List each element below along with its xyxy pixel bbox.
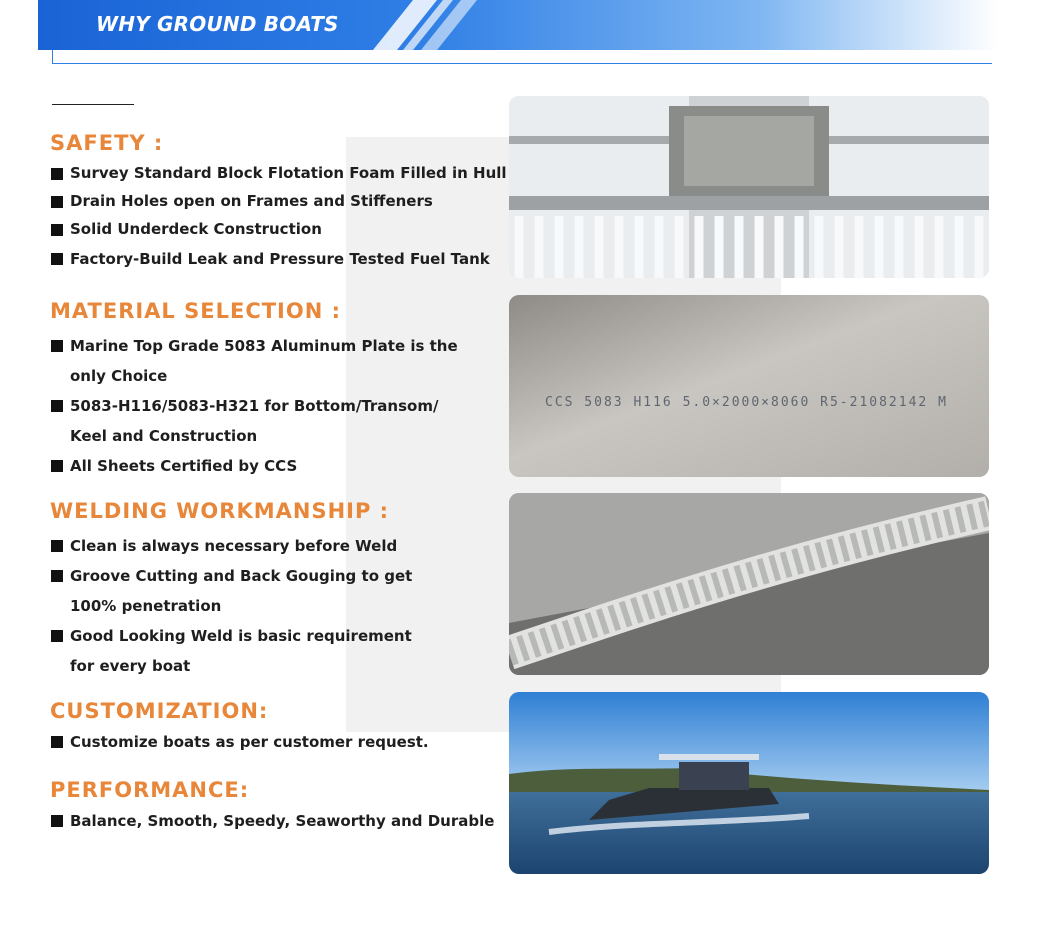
bullet-icon	[51, 540, 63, 552]
list-item: Solid Underdeck Construction	[50, 215, 507, 243]
list-item: Factory-Build Leak and Pressure Tested Fuel Tank	[50, 243, 507, 275]
section-safety	[50, 131, 507, 275]
bullet-icon	[51, 736, 63, 748]
bullet-list	[50, 531, 412, 681]
list-item: All Sheets Certified by CCS	[50, 451, 458, 481]
photo-boat-on-water	[509, 692, 989, 874]
header-banner	[38, 0, 998, 50]
section-title: PERFORMANCE:	[50, 778, 250, 802]
page-title: WHY GROUND BOATS	[96, 12, 339, 36]
section-title: SAFETY :	[50, 131, 164, 155]
bullet-list	[50, 331, 458, 481]
bullet-icon	[51, 400, 63, 412]
bullet-list	[50, 806, 494, 836]
section-title: MATERIAL SELECTION :	[50, 299, 342, 323]
photo-weld-seam	[509, 493, 989, 675]
bullet-icon	[51, 196, 63, 208]
list-item: Good Looking Weld is basic requirement for every boat	[50, 621, 412, 681]
list-item: Clean is always necessary before Weld	[50, 531, 412, 561]
bullet-icon	[51, 224, 63, 236]
bullet-icon	[51, 340, 63, 352]
bullet-icon	[51, 815, 63, 827]
photo-aluminum-plate	[509, 295, 989, 477]
plate-stamp-text: CCS 5083 H116 5.0×2000×8060 R5-21082142 M	[545, 395, 948, 410]
list-item: Customize boats as per customer request.	[50, 727, 429, 757]
bullet-list	[50, 727, 429, 757]
list-item: Survey Standard Block Flotation Foam Filled in Hull	[50, 159, 507, 187]
section-title: CUSTOMIZATION:	[50, 699, 269, 723]
section-title: WELDING WORKMANSHIP :	[50, 499, 390, 523]
list-item: Groove Cutting and Back Gouging to get 100% penetration	[50, 561, 412, 621]
bullet-list	[50, 159, 507, 275]
list-item: 5083-H116/5083-H321 for Bottom/Transom/ Keel and Construction	[50, 391, 458, 451]
bullet-icon	[51, 168, 63, 180]
header-underline	[52, 50, 992, 64]
section-performance	[50, 778, 494, 836]
section-customization	[50, 699, 429, 757]
divider	[52, 104, 134, 105]
photo-flotation-foam	[509, 96, 989, 278]
bullet-icon	[51, 570, 63, 582]
section-material-selection	[50, 299, 458, 481]
banner-stripes-decoration	[373, 0, 493, 50]
bullet-icon	[51, 253, 63, 265]
section-welding-workmanship	[50, 499, 412, 681]
list-item: Balance, Smooth, Speedy, Seaworthy and Durable	[50, 806, 494, 836]
bullet-icon	[51, 630, 63, 642]
list-item: Marine Top Grade 5083 Aluminum Plate is the only Choice	[50, 331, 458, 391]
list-item: Drain Holes open on Frames and Stiffeners	[50, 187, 507, 215]
bullet-icon	[51, 460, 63, 472]
